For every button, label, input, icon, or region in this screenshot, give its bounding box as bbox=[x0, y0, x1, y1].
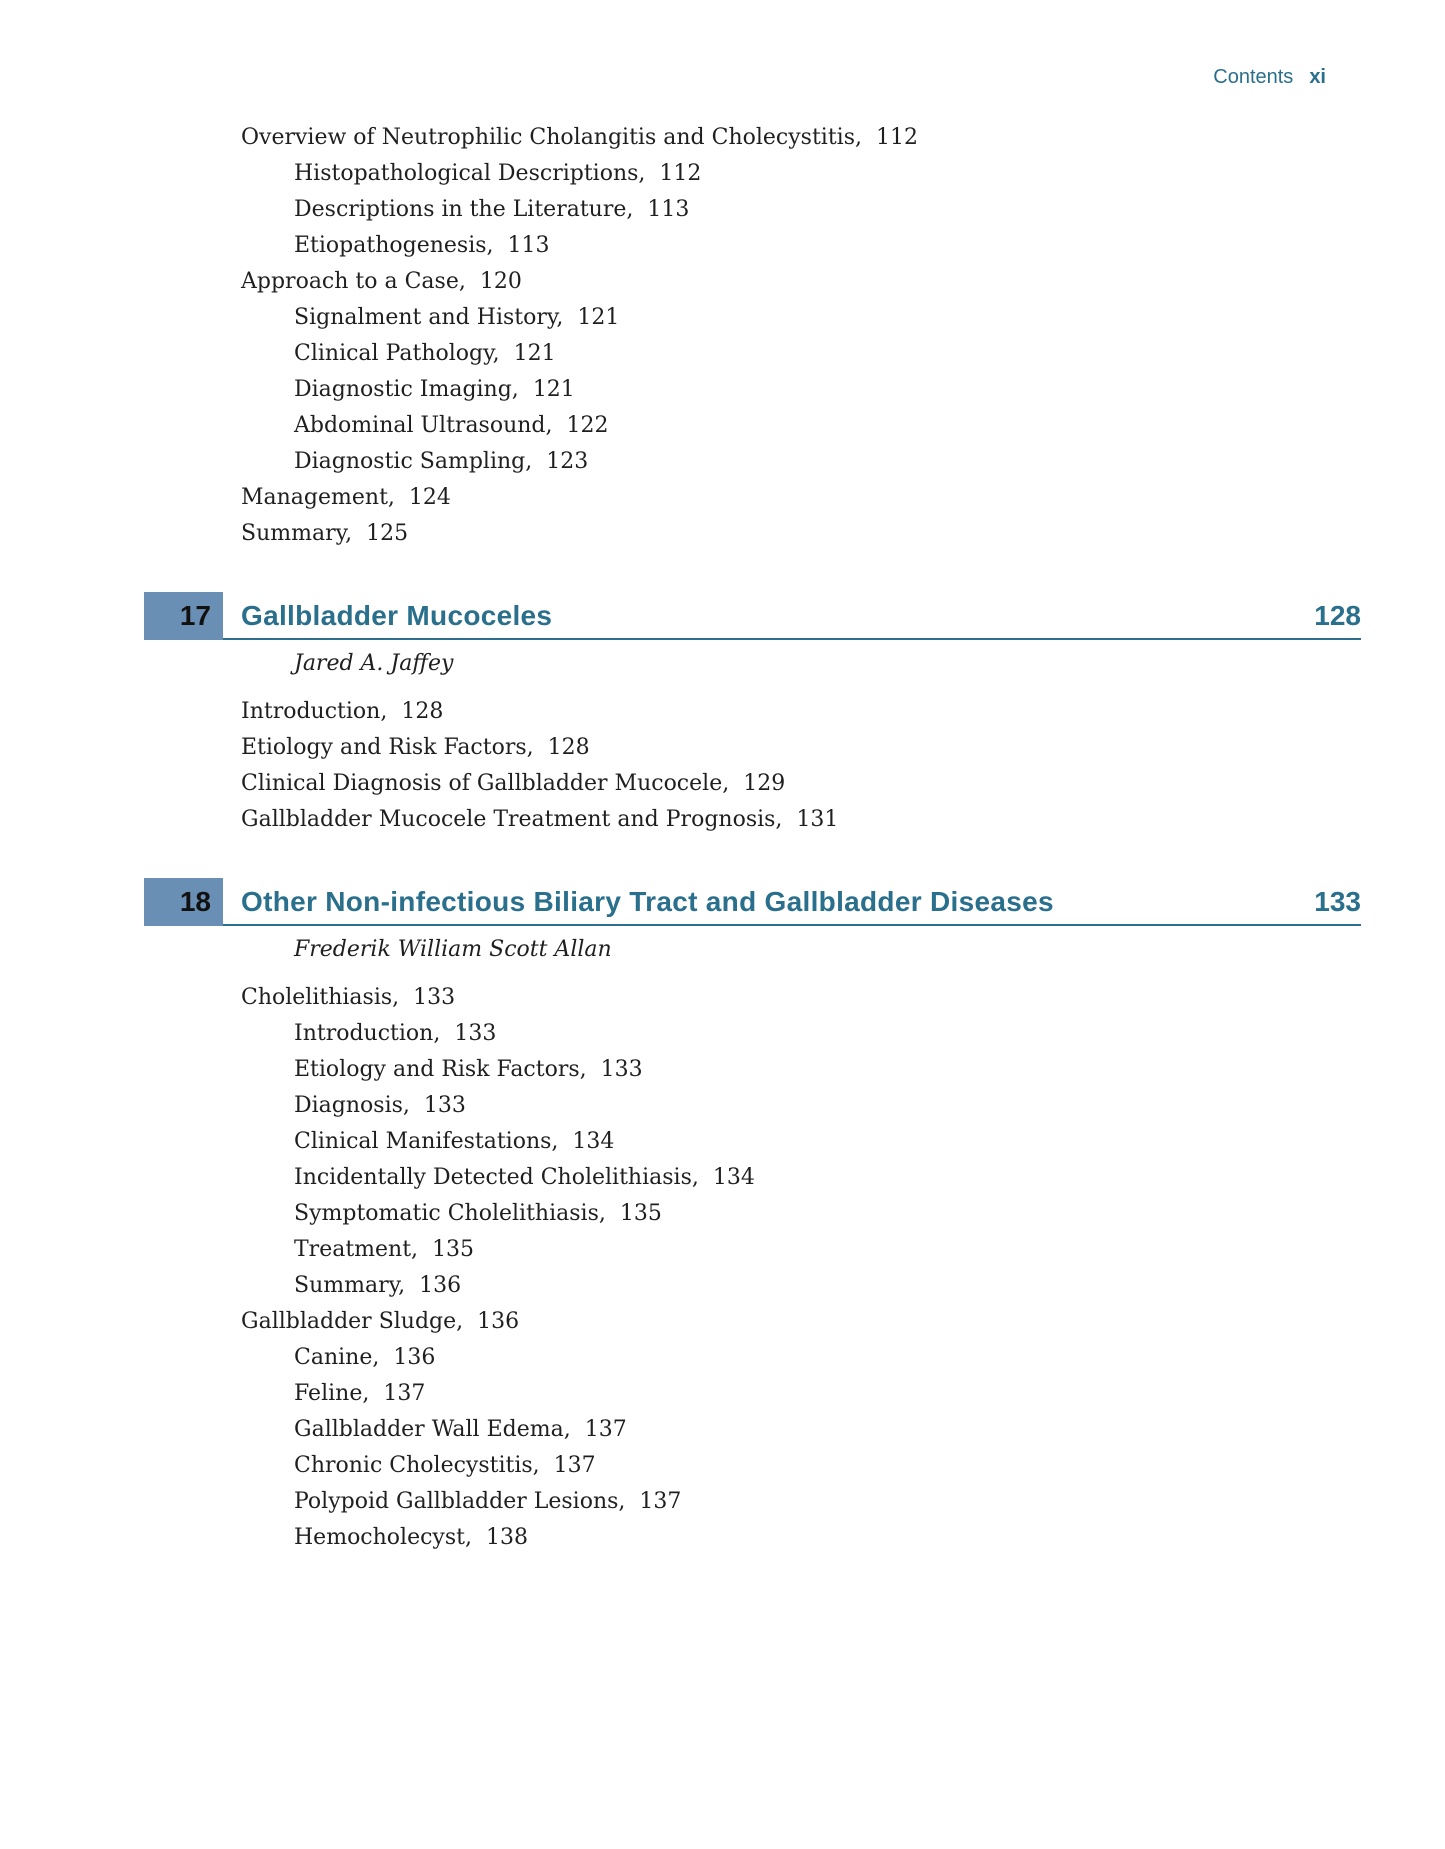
toc-entry[interactable] bbox=[0, 1340, 1445, 1376]
chapter-number: 18 bbox=[179, 886, 211, 917]
toc-entry-title: Gallbladder Sludge, bbox=[241, 1309, 464, 1334]
toc-entry[interactable] bbox=[0, 516, 1445, 552]
toc-entry-title: Signalment and History, bbox=[294, 305, 564, 330]
toc-entry-title: Approach to a Case, bbox=[241, 269, 466, 294]
toc-entry-page: 112 bbox=[659, 161, 702, 186]
toc-entry-page: 137 bbox=[383, 1381, 426, 1406]
running-head bbox=[1213, 66, 1326, 89]
toc-entry-title: Canine, bbox=[294, 1345, 380, 1370]
toc-entry-title: Diagnostic Imaging, bbox=[294, 377, 519, 402]
toc-entry-title: Treatment, bbox=[294, 1237, 419, 1262]
toc-entry[interactable] bbox=[0, 1412, 1445, 1448]
toc-entry[interactable] bbox=[0, 1520, 1445, 1556]
toc-entry[interactable] bbox=[0, 336, 1445, 372]
toc-entry[interactable] bbox=[0, 1376, 1445, 1412]
toc-entry[interactable] bbox=[0, 408, 1445, 444]
toc-entry-page: 128 bbox=[401, 699, 444, 724]
chapter-page: 133 bbox=[1314, 886, 1361, 917]
toc-entry-page: 124 bbox=[408, 485, 451, 510]
toc-entry[interactable] bbox=[0, 694, 1445, 730]
toc-entry[interactable] bbox=[0, 120, 1445, 156]
toc-entry[interactable] bbox=[0, 444, 1445, 480]
toc-entry[interactable] bbox=[0, 1124, 1445, 1160]
toc-entry-page: 120 bbox=[479, 269, 522, 294]
toc-entry-page: 121 bbox=[513, 341, 556, 366]
toc-entry-page: 135 bbox=[432, 1237, 475, 1262]
toc-entry-page: 131 bbox=[796, 807, 839, 832]
toc-entry-page: 113 bbox=[647, 197, 690, 222]
toc-entry[interactable] bbox=[0, 300, 1445, 336]
toc-entry-title: Descriptions in the Literature, bbox=[294, 197, 634, 222]
toc-entry[interactable] bbox=[0, 730, 1445, 766]
toc-entry-title: Diagnostic Sampling, bbox=[294, 449, 533, 474]
toc-block-chapter-18 bbox=[0, 980, 1445, 1556]
chapter-heading-17 bbox=[144, 592, 1361, 640]
toc-entry-page: 136 bbox=[477, 1309, 520, 1334]
toc-entry-title: Cholelithiasis, bbox=[241, 985, 400, 1010]
toc-entry-title: Etiology and Risk Factors, bbox=[294, 1057, 587, 1082]
toc-entry[interactable] bbox=[0, 1232, 1445, 1268]
toc-entry-page: 129 bbox=[743, 771, 786, 796]
toc-entry-title: Introduction, bbox=[241, 699, 388, 724]
toc-entry[interactable] bbox=[0, 1016, 1445, 1052]
toc-entry-title: Etiology and Risk Factors, bbox=[241, 735, 534, 760]
toc-entry[interactable] bbox=[0, 1160, 1445, 1196]
toc-entry-title: Management, bbox=[241, 485, 395, 510]
chapter-title[interactable]: Gallbladder Mucoceles bbox=[241, 600, 553, 631]
toc-entry-page: 135 bbox=[619, 1201, 662, 1226]
toc-entry-page: 122 bbox=[566, 413, 609, 438]
running-head-label: Contents bbox=[1213, 66, 1294, 88]
chapter-number: 17 bbox=[179, 600, 211, 631]
toc-block-continued bbox=[0, 120, 1445, 552]
toc-entry-page: 133 bbox=[413, 985, 456, 1010]
chapter-heading-18 bbox=[144, 878, 1361, 926]
toc-entry[interactable] bbox=[0, 1448, 1445, 1484]
toc-entry-title: Gallbladder Wall Edema, bbox=[294, 1417, 571, 1442]
toc-entry[interactable] bbox=[0, 480, 1445, 516]
chapter-page: 128 bbox=[1314, 600, 1361, 631]
toc-entry-page: 112 bbox=[876, 125, 918, 150]
toc-entry-page: 136 bbox=[419, 1273, 462, 1298]
toc-entry-page: 134 bbox=[572, 1129, 615, 1154]
toc-entry-title: Diagnosis, bbox=[294, 1093, 410, 1118]
toc-entry[interactable] bbox=[0, 980, 1445, 1016]
toc-entry-title: Chronic Cholecystitis, bbox=[294, 1453, 540, 1478]
toc-entry[interactable] bbox=[0, 1052, 1445, 1088]
toc-entry-title: Etiopathogenesis, bbox=[294, 233, 494, 258]
toc-entry[interactable] bbox=[0, 1484, 1445, 1520]
toc-entry-page: 125 bbox=[366, 521, 409, 546]
chapter-number-box bbox=[144, 592, 223, 640]
toc-entry-title: Clinical Manifestations, bbox=[294, 1129, 559, 1154]
toc-entry[interactable] bbox=[0, 192, 1445, 228]
toc-entry-page: 113 bbox=[507, 233, 550, 258]
toc-entry-page: 123 bbox=[546, 449, 589, 474]
toc-entry-page: 137 bbox=[639, 1489, 682, 1514]
toc-entry[interactable] bbox=[0, 1268, 1445, 1304]
toc-entry-title: Summary, bbox=[241, 521, 353, 546]
toc-entry-page: 133 bbox=[423, 1093, 466, 1118]
toc-entry-page: 136 bbox=[393, 1345, 436, 1370]
toc-entry-title: Clinical Pathology, bbox=[294, 341, 500, 366]
toc-entry[interactable] bbox=[0, 1304, 1445, 1340]
chapter-author: Jared A. Jaffey bbox=[294, 651, 454, 676]
toc-entry-title: Incidentally Detected Cholelithiasis, bbox=[294, 1165, 699, 1190]
toc-entry[interactable] bbox=[0, 802, 1445, 838]
toc-entry[interactable] bbox=[0, 156, 1445, 192]
toc-entry-page: 121 bbox=[577, 305, 620, 330]
toc-entry-title: Summary, bbox=[294, 1273, 406, 1298]
toc-entry-page: 133 bbox=[454, 1021, 497, 1046]
toc-entry-title: Overview of Neutrophilic Cholangitis and Cholecystitis, bbox=[241, 125, 862, 150]
page-number: xi bbox=[1309, 66, 1326, 88]
toc-entry-page: 134 bbox=[712, 1165, 755, 1190]
toc-entry[interactable] bbox=[0, 1196, 1445, 1232]
toc-entry-title: Abdominal Ultrasound, bbox=[294, 413, 553, 438]
toc-entry-title: Feline, bbox=[294, 1381, 370, 1406]
toc-entry-page: 128 bbox=[547, 735, 590, 760]
toc-entry-page: 121 bbox=[532, 377, 575, 402]
toc-entry[interactable] bbox=[0, 1088, 1445, 1124]
toc-entry-page: 137 bbox=[553, 1453, 596, 1478]
toc-entry-page: 137 bbox=[584, 1417, 627, 1442]
chapter-author: Frederik William Scott Allan bbox=[294, 937, 612, 962]
toc-entry[interactable] bbox=[0, 264, 1445, 300]
toc-block-chapter-17 bbox=[0, 694, 1445, 838]
toc-entry-page: 138 bbox=[485, 1525, 528, 1550]
toc-entry-title: Polypoid Gallbladder Lesions, bbox=[294, 1489, 626, 1514]
chapter-title[interactable]: Other Non-infectious Biliary Tract and Gallbladder Diseases bbox=[241, 886, 1054, 917]
toc-entry-title: Symptomatic Cholelithiasis, bbox=[294, 1201, 606, 1226]
toc-entry[interactable] bbox=[0, 372, 1445, 408]
toc-entry-title: Gallbladder Mucocele Treatment and Prognosis, bbox=[241, 807, 783, 832]
toc-entry-title: Clinical Diagnosis of Gallbladder Mucocele, bbox=[241, 771, 730, 796]
toc-entry[interactable] bbox=[0, 766, 1445, 802]
chapter-number-box bbox=[144, 878, 223, 926]
toc-entry-page: 133 bbox=[600, 1057, 643, 1082]
toc-entry-title: Hemocholecyst, bbox=[294, 1525, 472, 1550]
toc-entry-title: Histopathological Descriptions, bbox=[294, 161, 646, 186]
toc-entry[interactable] bbox=[0, 228, 1445, 264]
toc-entry-title: Introduction, bbox=[294, 1021, 441, 1046]
